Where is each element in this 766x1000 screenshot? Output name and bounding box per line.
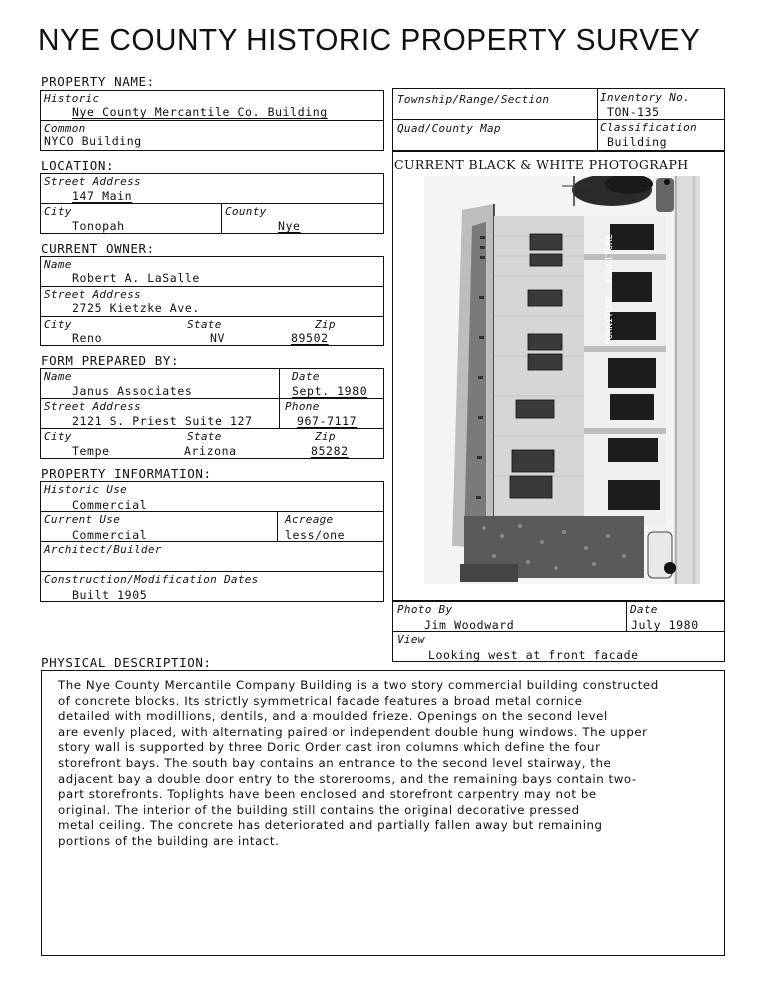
- classification-label: Classification: [600, 121, 697, 134]
- prepared-city-field[interactable]: Tempe: [72, 444, 110, 458]
- owner-city-label: City: [44, 318, 72, 331]
- prepared-state-field[interactable]: Arizona: [184, 444, 237, 458]
- description-line: portions of the building are intact.: [58, 833, 280, 848]
- owner-name-field[interactable]: Robert A. LaSalle: [72, 271, 200, 285]
- historic-name-field[interactable]: Nye County Mercantile Co. Building: [72, 105, 328, 119]
- prepared-street-field[interactable]: 2121 S. Priest Suite 127: [72, 414, 253, 428]
- physical-description-text[interactable]: [58, 678, 728, 850]
- historic-name-label: Historic: [44, 92, 100, 105]
- inventory-label: Inventory No.: [600, 91, 690, 104]
- description-line: detailed with modillions, dentils, and a moulded frieze. Openings on the second level: [58, 709, 608, 724]
- photo-sign: FURNITURE: [605, 234, 615, 283]
- divider: [279, 368, 280, 428]
- divider: [40, 120, 384, 121]
- prepared-zip-label: Zip: [315, 430, 336, 443]
- prepared-state-label: State: [187, 430, 222, 443]
- prepared-city-label: City: [44, 430, 72, 443]
- view-label: View: [397, 633, 425, 646]
- description-line: original. The interior of the building still contains the original decorative pressed: [58, 802, 580, 817]
- property-info-heading: PROPERTY INFORMATION:: [41, 466, 212, 481]
- location-county-label: County: [225, 205, 267, 218]
- photo-date-field[interactable]: July 1980: [631, 618, 699, 632]
- location-street-label: Street Address: [44, 175, 141, 188]
- location-city-field[interactable]: Tonopah: [72, 219, 125, 233]
- divider: [392, 119, 725, 120]
- divider: [40, 203, 384, 204]
- location-county-field[interactable]: Nye: [278, 219, 301, 233]
- divider: [277, 511, 278, 541]
- location-street-field[interactable]: 147 Main: [72, 189, 133, 203]
- prepared-name-field[interactable]: Janus Associates: [72, 384, 193, 398]
- description-line: storefront bays. The south bay contains an entrance to the second level stairway, the: [58, 755, 612, 770]
- description-line: story wall is supported by three Doric Order cast iron columns which define the four: [58, 740, 601, 755]
- prepared-date-field[interactable]: Sept. 1980: [292, 384, 368, 398]
- prepared-heading: FORM PREPARED BY:: [41, 353, 180, 368]
- photo-heading: CURRENT BLACK & WHITE PHOTOGRAPH: [394, 157, 689, 172]
- prepared-phone-label: Phone: [285, 400, 320, 413]
- photo-sign: FURNITURE: [605, 296, 615, 345]
- divider: [221, 203, 222, 234]
- physical-description-heading: PHYSICAL DESCRIPTION:: [41, 655, 212, 670]
- photo-by-label: Photo By: [397, 603, 453, 616]
- historic-use-label: Historic Use: [44, 483, 128, 496]
- classification-field[interactable]: Building: [607, 135, 668, 149]
- owner-heading: CURRENT OWNER:: [41, 241, 155, 256]
- divider: [40, 428, 384, 429]
- view-field[interactable]: Looking west at front facade: [428, 648, 639, 662]
- owner-state-field[interactable]: NV: [210, 331, 226, 345]
- prepared-street-label: Street Address: [44, 400, 141, 413]
- divider: [40, 286, 384, 287]
- divider: [40, 571, 384, 572]
- acreage-label: Acreage: [285, 513, 334, 526]
- common-name-label: Common: [44, 122, 86, 135]
- page-title: NYE COUNTY HISTORIC PROPERTY SURVEY: [38, 22, 701, 57]
- prepared-name-label: Name: [44, 370, 72, 383]
- owner-zip-field[interactable]: 89502: [291, 331, 329, 345]
- divider: [626, 601, 627, 631]
- prepared-zip-field[interactable]: 85282: [311, 444, 349, 458]
- description-line: The Nye County Mercantile Company Building is a two story commercial building constructed: [58, 678, 659, 692]
- photo-by-field[interactable]: Jim Woodward: [424, 618, 515, 632]
- acreage-field[interactable]: less/one: [285, 528, 346, 542]
- location-heading: LOCATION:: [41, 158, 115, 173]
- historic-use-field[interactable]: Commercial: [72, 498, 148, 512]
- current-use-label: Current Use: [44, 513, 121, 526]
- current-use-field[interactable]: Commercial: [72, 528, 148, 542]
- construction-dates-field[interactable]: Built 1905: [72, 588, 148, 602]
- owner-city-field[interactable]: Reno: [72, 331, 103, 345]
- property-name-heading: PROPERTY NAME:: [41, 74, 155, 89]
- owner-street-field[interactable]: 2725 Kietzke Ave.: [72, 301, 200, 315]
- description-line: part storefronts. Toplights have been enclosed and storefront carpentry may not be: [58, 787, 597, 802]
- description-line: adjacent bay a double door entry to the storerooms, and the remaining bays contain two-: [58, 771, 637, 786]
- description-line: metal ceiling. The concrete has deteriorated and partially fallen away but remaining: [58, 818, 603, 833]
- quad-map-label: Quad/County Map: [397, 122, 501, 135]
- construction-dates-label: Construction/Modification Dates: [44, 573, 259, 586]
- description-line: are evenly placed, with alternating paired or independent double hung windows. The upper: [58, 724, 648, 739]
- township-label: Township/Range/Section: [397, 93, 550, 106]
- location-city-label: City: [44, 205, 72, 218]
- divider: [40, 398, 384, 399]
- photo-date-label: Date: [630, 603, 658, 616]
- prepared-date-label: Date: [292, 370, 320, 383]
- owner-state-label: State: [187, 318, 222, 331]
- owner-zip-label: Zip: [315, 318, 336, 331]
- owner-street-label: Street Address: [44, 288, 141, 301]
- owner-name-label: Name: [44, 258, 72, 271]
- common-name-field[interactable]: NYCO Building: [44, 134, 142, 148]
- divider: [597, 88, 598, 151]
- description-line: of concrete blocks. Its strictly symmetrical facade features a broad metal cornice: [58, 693, 583, 708]
- divider: [40, 316, 384, 317]
- inventory-field[interactable]: TON-135: [607, 105, 660, 119]
- prepared-phone-field[interactable]: 967-7117: [297, 414, 358, 428]
- architect-label: Architect/Builder: [44, 543, 162, 556]
- building-photograph: [424, 176, 700, 584]
